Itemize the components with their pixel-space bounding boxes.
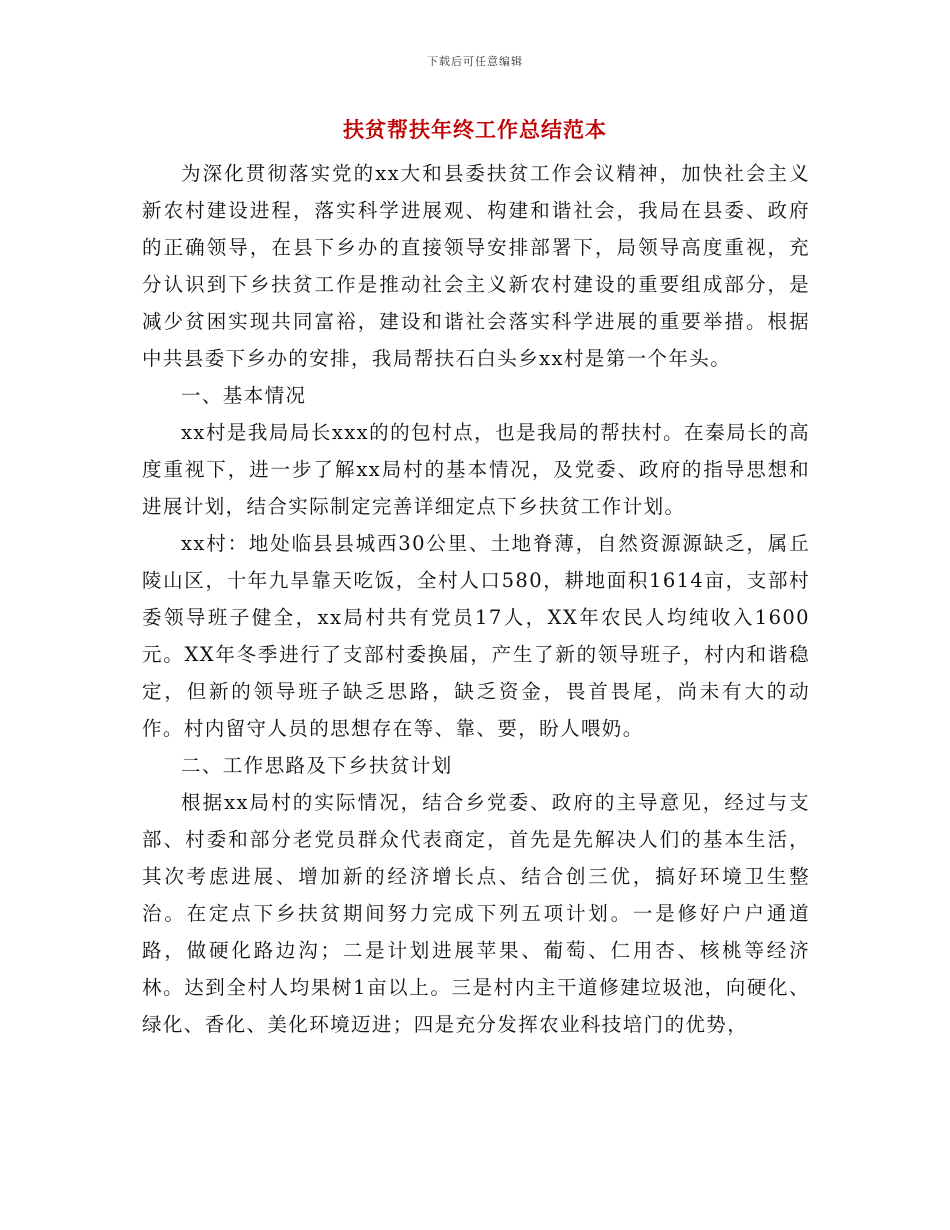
document-body — [142, 155, 810, 1043]
document-title: 扶贫帮扶年终工作总结范本 — [343, 117, 607, 142]
paragraph-village-overview: xx村是我局局长xxx的的包村点，也是我局的帮扶村。在秦局长的高度重视下，进一步了解xx局村的基本情况，及党委、政府的指导思想和进展计划，结合实际制定完善详细定点下乡扶贫工作计划。 — [142, 421, 810, 518]
section-heading-basic-situation: 一、基本情况 — [181, 384, 307, 407]
paragraph-village-details: xx村：地处临县县城西30公里、土地脊薄，自然资源源缺乏，属丘陵山区，十年九旱靠天吃饭，全村人口580，耕地面积1614亩，支部村委领导班子健全，xx局村共有党员17人，XX年农民人均纯收入1600元。XX年冬季进行了支部村委换届，产生了新的领导班子，村内和谐稳定，但新的领导班子缺乏思路，缺乏资金，畏首畏尾，尚未有大的动作。村内留守人员的思想存在等、靠、要，盼人喂奶。 — [142, 532, 810, 740]
section-heading-work-plan: 二、工作思路及下乡扶贫计划 — [181, 754, 453, 777]
header-note: 下载后可任意编辑 — [427, 55, 523, 68]
paragraph-work-plan: 根据xx局村的实际情况，结合乡党委、政府的主导意见，经过与支部、村委和部分老党员群众代表商定，首先是先解决人们的基本生活，其次考虑进展、增加新的经济增长点、结合创三优，搞好环境卫生整治。在定点下乡扶贫期间努力完成下列五项计划。一是修好户户通道路，做硬化路边沟；二是计划进展苹果、葡萄、仁用杏、核桃等经济林。达到全村人均果树1亩以上。三是村内主干道修建垃圾池，向硬化、绿化、香化、美化环境迈进；四是充分发挥农业科技培门的优势， — [142, 791, 810, 1036]
paragraph-intro: 为深化贯彻落实党的xx大和县委扶贫工作会议精神，加快社会主义新农村建设进程，落实科学进展观、构建和谐社会，我局在县委、政府的正确领导，在县下乡办的直接领导安排部署下，局领导高度重视，充分认识到下乡扶贫工作是推动社会主义新农村建设的重要组成部分，是减少贫困实现共同富裕，建设和谐社会落实科学进展的重要举措。根据中共县委下乡办的安排，我局帮扶石白头乡xx村是第一个年头。 — [142, 162, 810, 370]
